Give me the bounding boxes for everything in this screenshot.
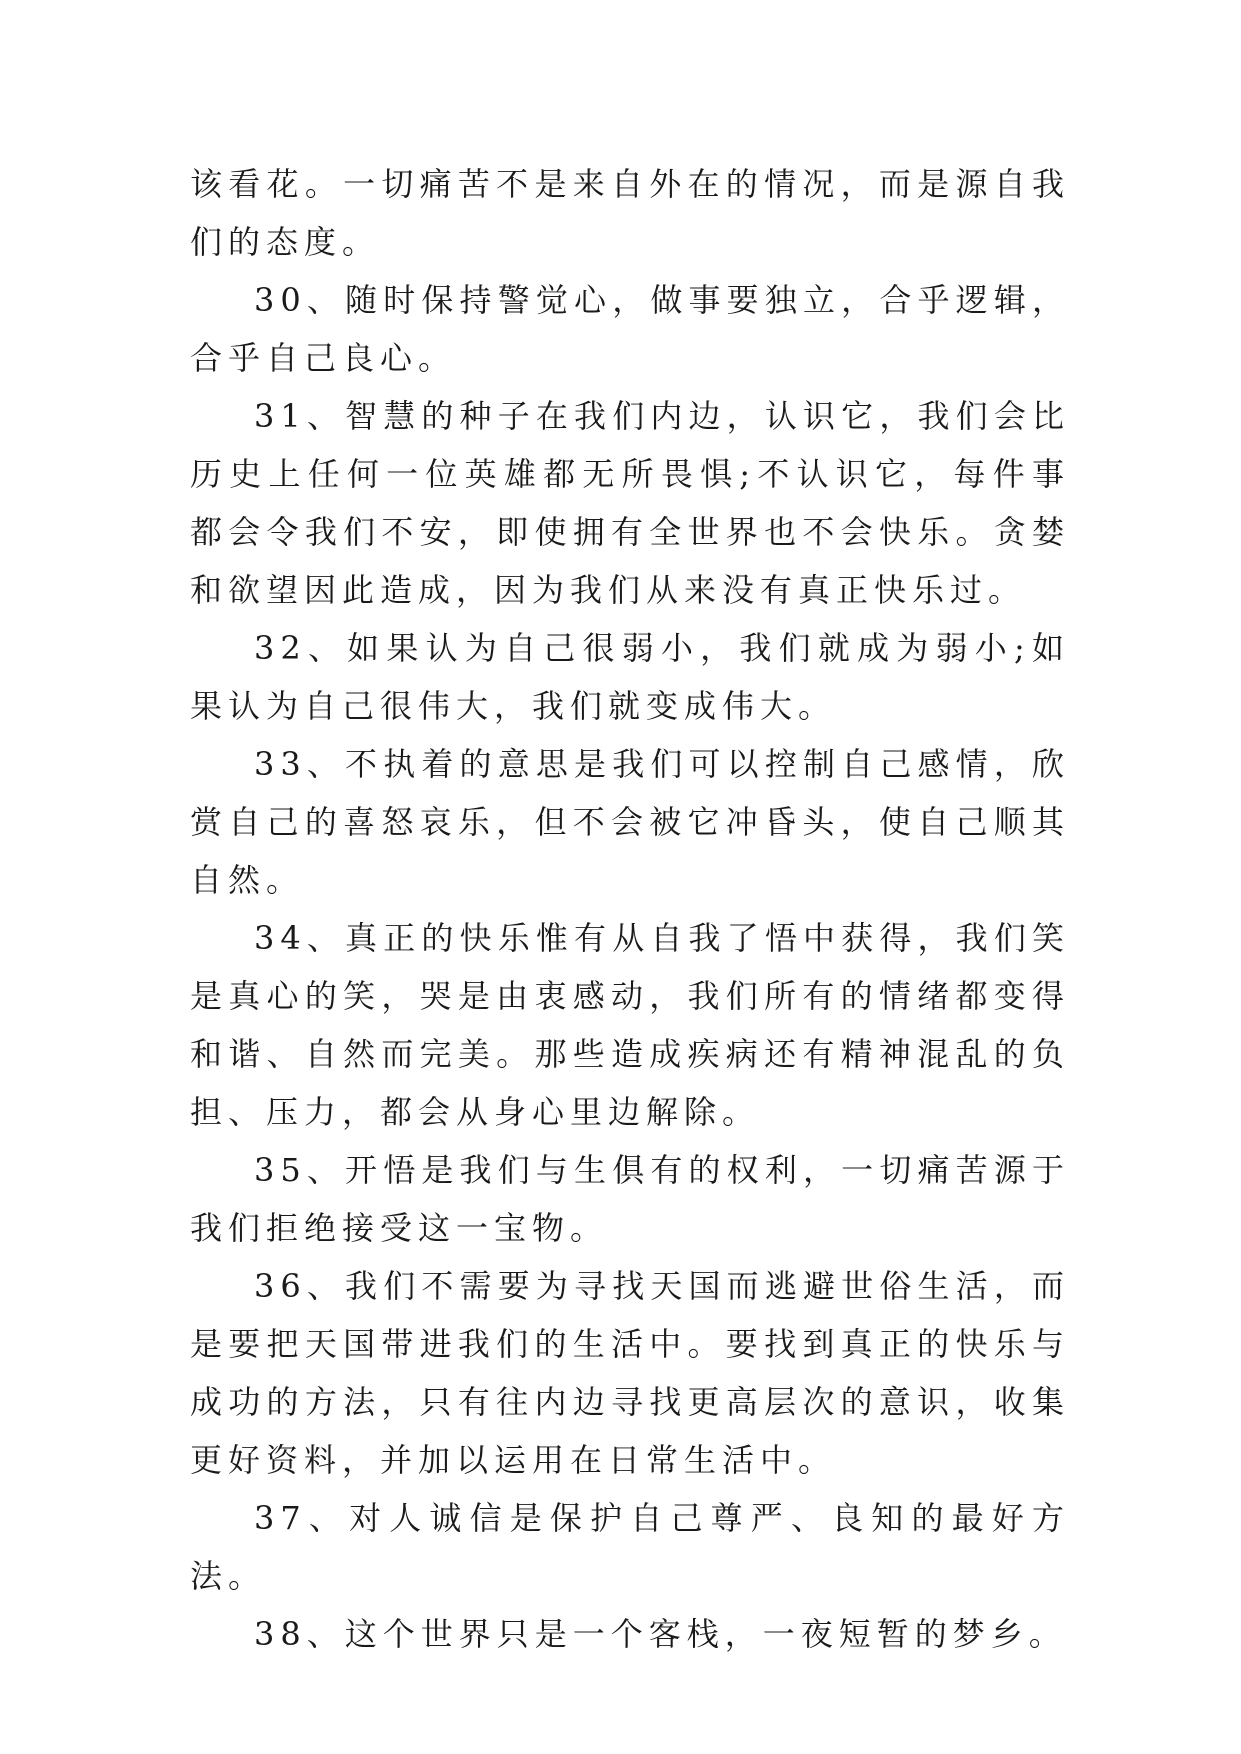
paragraph-29-continued: 该看花。一切痛苦不是来自外在的情况，而是源自我们的态度。 bbox=[190, 165, 1070, 261]
paragraph-35: 35、开悟是我们与生俱有的权利，一切痛苦源于我们拒绝接受这一宝物。 bbox=[190, 1151, 1070, 1247]
paragraph-32: 32、如果认为自己很弱小，我们就成为弱小;如果认为自己很伟大，我们就变成伟大。 bbox=[190, 629, 1070, 725]
paragraph-30: 30、随时保持警觉心，做事要独立，合乎逻辑，合乎自己良心。 bbox=[190, 281, 1070, 377]
paragraph-36: 36、我们不需要为寻找天国而逃避世俗生活，而是要把天国带进我们的生活中。要找到真正的快乐与成功的方法，只有往内边寻找更高层次的意识，收集更好资料，并加以运用在日常生活中。 bbox=[190, 1267, 1070, 1479]
paragraph-33: 33、不执着的意思是我们可以控制自己感情，欣赏自己的喜怒哀乐，但不会被它冲昏头，使自己顺其自然。 bbox=[190, 745, 1070, 899]
paragraph-37: 37、对人诚信是保护自己尊严、良知的最好方法。 bbox=[190, 1499, 1070, 1595]
paragraph-38: 38、这个世界只是一个客栈，一夜短暂的梦乡。 bbox=[254, 1615, 1067, 1653]
paragraph-34: 34、真正的快乐惟有从自我了悟中获得，我们笑是真心的笑，哭是由衷感动，我们所有的情绪都变得和谐、自然而完美。那些造成疾病还有精神混乱的负担、压力，都会从身心里边解除。 bbox=[190, 919, 1070, 1131]
paragraph-31: 31、智慧的种子在我们内边，认识它，我们会比历史上任何一位英雄都无所畏惧;不认识它，每件事都会令我们不安，即使拥有全世界也不会快乐。贪婪和欲望因此造成，因为我们从来没有真正快乐过。 bbox=[190, 397, 1070, 609]
document-body bbox=[190, 155, 1070, 1663]
